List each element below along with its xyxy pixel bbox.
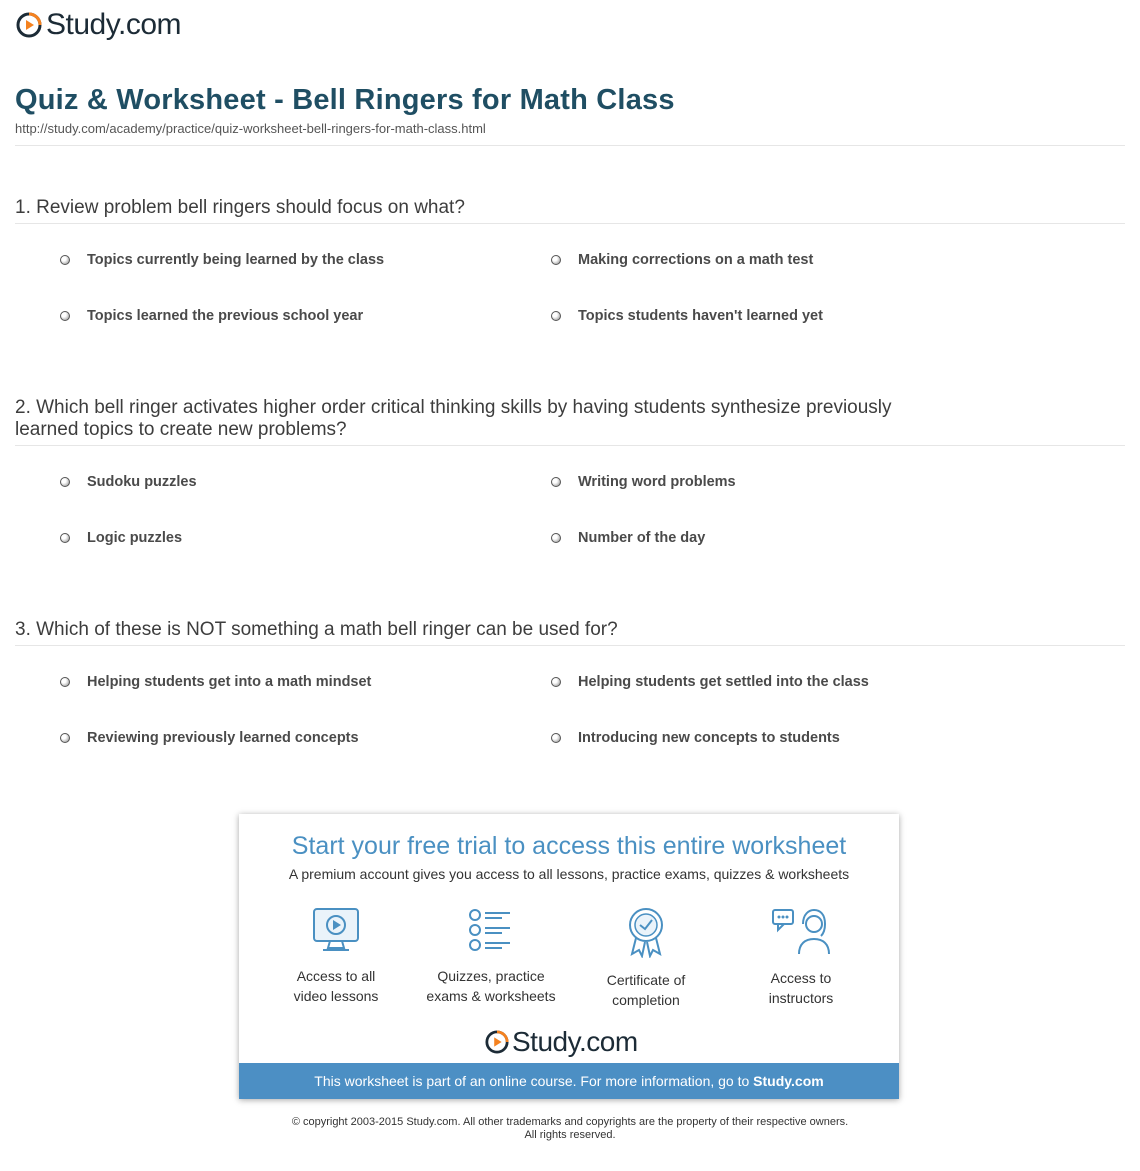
answer-label: Sudoku puzzles bbox=[87, 474, 197, 490]
logo-wordmark: Study.com bbox=[512, 1026, 638, 1057]
quiz-list-icon bbox=[466, 906, 516, 954]
answer-label: Logic puzzles bbox=[87, 530, 183, 546]
promo-bar-text: This worksheet is part of an online course. For more information, go to bbox=[314, 1073, 750, 1089]
radio-button[interactable] bbox=[551, 477, 561, 487]
radio-button[interactable] bbox=[60, 255, 70, 265]
promo-subtitle: A premium account gives you access to all lessons, practice exams, quizzes & worksheets bbox=[288, 866, 850, 882]
feature-label: Quizzes, practice exams & worksheets bbox=[426, 968, 556, 1004]
promo-study-logo[interactable] bbox=[485, 1026, 638, 1058]
video-lesson-icon bbox=[311, 906, 361, 954]
radio-button[interactable] bbox=[551, 311, 561, 321]
play-logo-icon bbox=[16, 12, 42, 38]
answer-option[interactable] bbox=[551, 252, 813, 268]
radio-button[interactable] bbox=[551, 733, 561, 743]
study-logo[interactable] bbox=[16, 8, 181, 42]
radio-button[interactable] bbox=[60, 477, 70, 487]
answer-label: Number of the day bbox=[578, 530, 706, 546]
answer-option[interactable] bbox=[551, 530, 705, 546]
answer-option[interactable] bbox=[60, 730, 359, 746]
divider bbox=[15, 645, 1125, 646]
feature-quizzes bbox=[416, 906, 566, 1006]
answer-option[interactable] bbox=[60, 252, 384, 268]
promo-title[interactable]: Start your free trial to access this entire worksheet bbox=[291, 832, 847, 860]
play-logo-icon bbox=[485, 1030, 509, 1054]
answer-label: Introducing new concepts to students bbox=[578, 730, 840, 746]
answer-label: Topics currently being learned by the class bbox=[87, 252, 385, 268]
radio-button[interactable] bbox=[551, 533, 561, 543]
answer-option[interactable] bbox=[60, 674, 371, 690]
page-title: Quiz & Worksheet - Bell Ringers for Math Class bbox=[15, 84, 675, 116]
divider bbox=[15, 445, 1125, 446]
certificate-icon bbox=[621, 906, 671, 958]
answer-label: Helping students get into a math mindset bbox=[87, 674, 372, 690]
divider bbox=[15, 145, 1125, 146]
promo-info-bar bbox=[239, 1063, 899, 1099]
footer-copyright: © copyright 2003-2015 Study.com. All other trademarks and copyrights are the property of their respective owners. All rights reserved. bbox=[291, 1116, 849, 1141]
radio-button[interactable] bbox=[551, 255, 561, 265]
answer-label: Reviewing previously learned concepts bbox=[87, 730, 359, 746]
radio-button[interactable] bbox=[60, 677, 70, 687]
logo-wordmark: Study.com bbox=[46, 8, 181, 41]
instructor-icon bbox=[771, 906, 831, 956]
feature-label: Access to all video lessons bbox=[293, 968, 379, 1004]
promo-bar-link[interactable]: Study.com bbox=[753, 1073, 824, 1089]
answer-label: Helping students get settled into the class bbox=[578, 674, 869, 690]
question-text: 3. Which of these is NOT something a math bell ringer can be used for? bbox=[15, 619, 618, 640]
answer-option[interactable] bbox=[551, 308, 823, 324]
question-text: 1. Review problem bell ringers should focus on what? bbox=[15, 197, 465, 218]
answer-option[interactable] bbox=[60, 474, 197, 490]
answer-label: Topics learned the previous school year bbox=[87, 308, 364, 324]
radio-button[interactable] bbox=[551, 677, 561, 687]
feature-instructors bbox=[726, 906, 876, 1008]
feature-label: Certificate of completion bbox=[606, 972, 686, 1008]
radio-button[interactable] bbox=[60, 533, 70, 543]
divider bbox=[15, 223, 1125, 224]
answer-label: Making corrections on a math test bbox=[578, 252, 814, 268]
question-text: 2. Which bell ringer activates higher order critical thinking skills by having students synthesize previously learned topics to create new problems? bbox=[15, 397, 892, 440]
free-trial-promo[interactable] bbox=[239, 814, 899, 1099]
answer-label: Writing word problems bbox=[578, 474, 736, 490]
feature-video-lessons bbox=[261, 906, 411, 1006]
radio-button[interactable] bbox=[60, 311, 70, 321]
feature-certificate bbox=[571, 906, 721, 1010]
answer-option[interactable] bbox=[551, 730, 840, 746]
answer-option[interactable] bbox=[60, 530, 182, 546]
answer-label: Topics students haven't learned yet bbox=[578, 308, 823, 324]
page-url: http://study.com/academy/practice/quiz-worksheet-bell-ringers-for-math-class.html bbox=[15, 121, 486, 136]
answer-option[interactable] bbox=[551, 674, 869, 690]
feature-label: Access to instructors bbox=[768, 970, 834, 1006]
radio-button[interactable] bbox=[60, 733, 70, 743]
answer-option[interactable] bbox=[551, 474, 736, 490]
answer-option[interactable] bbox=[60, 308, 363, 324]
